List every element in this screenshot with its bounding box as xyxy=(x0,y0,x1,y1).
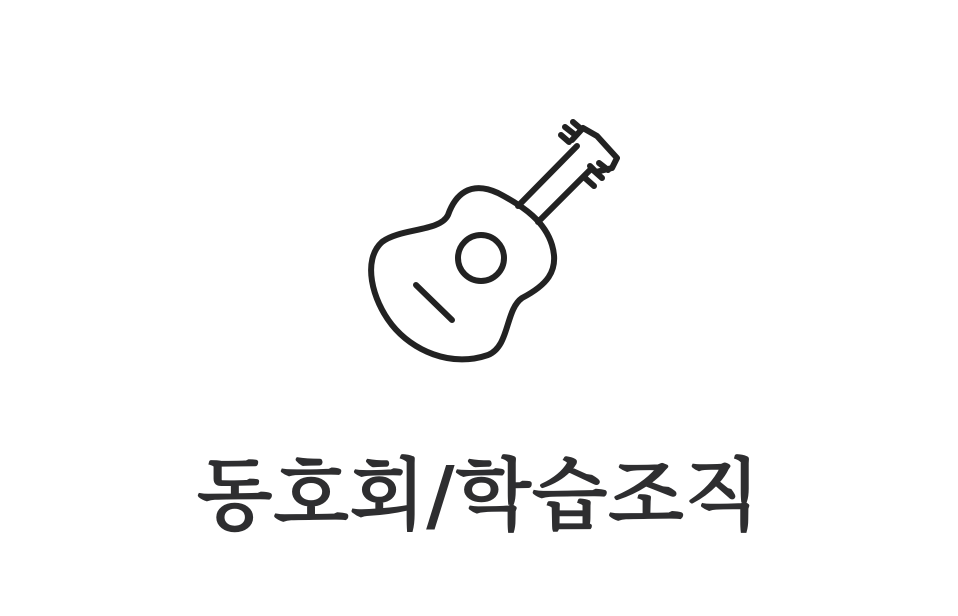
category-label: 동호회/학습조직 xyxy=(197,451,761,541)
guitar-icon xyxy=(350,110,640,380)
